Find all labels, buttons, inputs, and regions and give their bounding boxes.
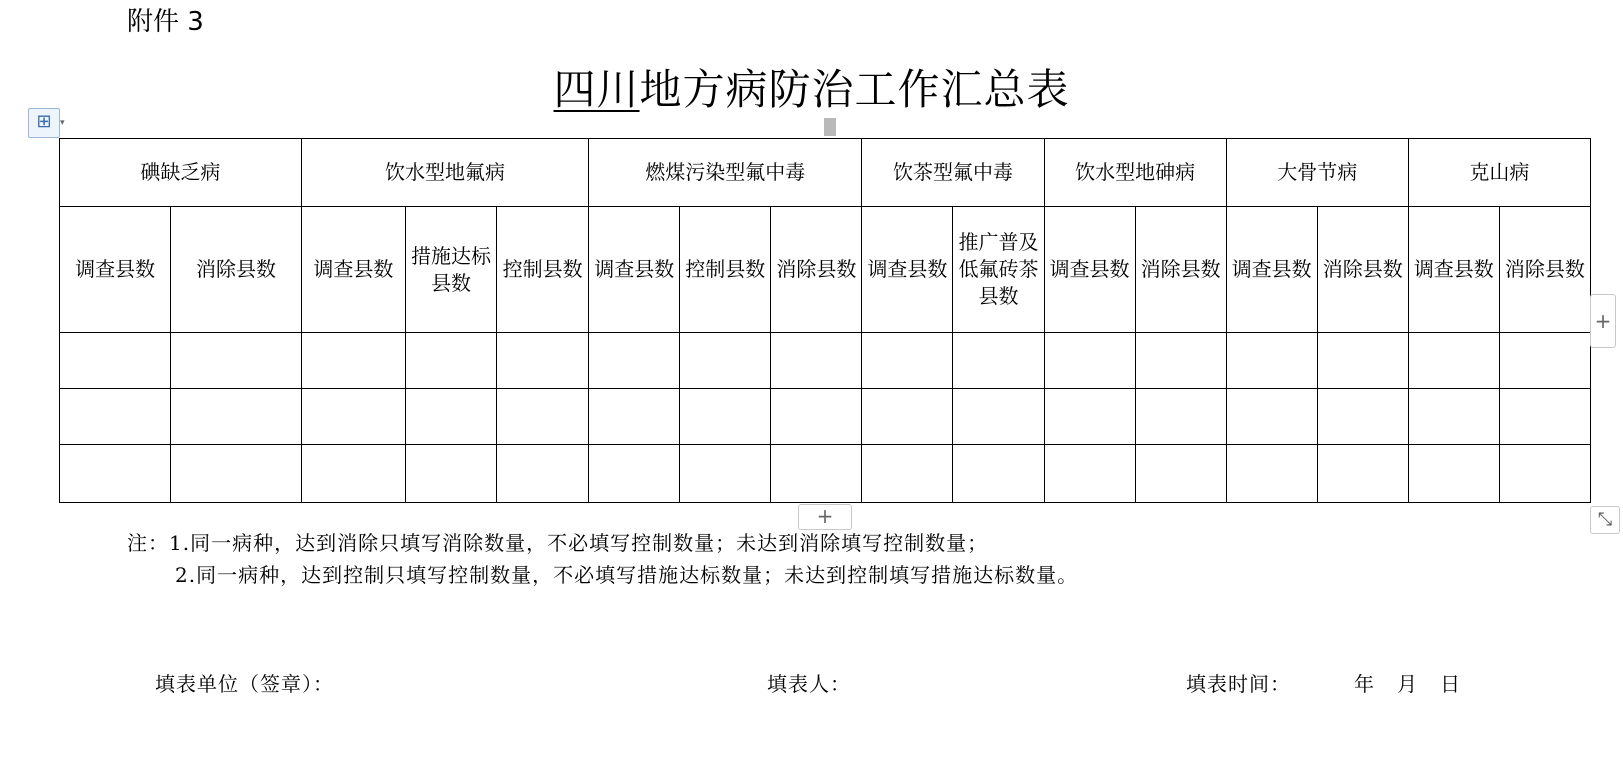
column-header-cell[interactable]: 推广普及低氟砖茶县数 [953, 207, 1044, 333]
date-text: 年 月 日 [1354, 672, 1462, 696]
table-cell[interactable] [771, 389, 862, 445]
column-header-cell[interactable]: 调查县数 [862, 207, 953, 333]
table-cell[interactable] [771, 333, 862, 389]
column-header-cell[interactable]: 控制县数 [497, 207, 589, 333]
table-cell[interactable] [1408, 445, 1499, 503]
table-cell[interactable] [1317, 445, 1408, 503]
table-cell[interactable] [301, 445, 405, 503]
table-cell[interactable] [301, 333, 405, 389]
table-row [60, 333, 1591, 389]
table-body [60, 333, 1591, 503]
group-header-cell[interactable]: 饮茶型氟中毒 [862, 139, 1044, 207]
group-header-cell[interactable]: 饮水型地氟病 [301, 139, 588, 207]
table-cell[interactable] [497, 333, 589, 389]
table-cell[interactable] [60, 445, 171, 503]
table-cell[interactable] [1044, 333, 1135, 389]
table-cell[interactable] [1226, 445, 1317, 503]
column-header-cell[interactable]: 控制县数 [680, 207, 771, 333]
table-cell[interactable] [406, 389, 497, 445]
group-header-cell[interactable]: 饮水型地砷病 [1044, 139, 1226, 207]
title-rest[interactable]: 地方病防治工作汇总表 [639, 65, 1070, 114]
column-header-cell[interactable]: 消除县数 [771, 207, 862, 333]
group-header-cell[interactable]: 碘缺乏病 [60, 139, 302, 207]
note-line-2[interactable]: 2.同一病种，达到控制只填写控制数量，不必填写措施达标数量；未达到控制填写措施达标数量。 [175, 563, 1079, 587]
table-cell[interactable] [1135, 445, 1226, 503]
table-cell[interactable] [953, 445, 1044, 503]
table-cell[interactable] [589, 333, 680, 389]
column-marker[interactable] [824, 118, 836, 136]
table-cell[interactable] [680, 333, 771, 389]
table-cell[interactable] [862, 445, 953, 503]
table-cell[interactable] [60, 389, 171, 445]
column-header-cell[interactable]: 调查县数 [1226, 207, 1317, 333]
table-cell[interactable] [60, 333, 171, 389]
column-header-cell[interactable]: 消除县数 [1135, 207, 1226, 333]
column-header-cell[interactable]: 调查县数 [1408, 207, 1499, 333]
table-cell[interactable] [1226, 333, 1317, 389]
add-column-button[interactable]: + [1590, 294, 1616, 348]
table-row [60, 389, 1591, 445]
table-cell[interactable] [680, 445, 771, 503]
table-cell[interactable] [1499, 389, 1590, 445]
notes-block [127, 527, 1078, 591]
table-cell[interactable] [589, 445, 680, 503]
table-cell[interactable] [1044, 389, 1135, 445]
table-cell[interactable] [171, 445, 302, 503]
group-header-cell[interactable]: 克山病 [1408, 139, 1590, 207]
table-cell[interactable] [497, 389, 589, 445]
table-cell[interactable] [1499, 445, 1590, 503]
time-label: 填表时间： [1186, 672, 1291, 696]
table-cell[interactable] [1226, 389, 1317, 445]
table-cell[interactable] [953, 389, 1044, 445]
note-line-1[interactable]: 注：1.同一病种，达到消除只填写消除数量，不必填写控制数量；未达到消除填写控制数量； [127, 531, 989, 555]
group-header-cell[interactable]: 大骨节病 [1226, 139, 1408, 207]
table-cell[interactable] [1499, 333, 1590, 389]
table-cell[interactable] [771, 445, 862, 503]
table-move-icon[interactable]: ⊞ [28, 108, 60, 138]
table-cell[interactable] [1317, 333, 1408, 389]
table-cell[interactable] [589, 389, 680, 445]
add-row-button[interactable]: + [798, 504, 852, 530]
column-header-cell[interactable]: 调查县数 [1044, 207, 1135, 333]
column-header-cell[interactable]: 消除县数 [1317, 207, 1408, 333]
column-header-cell[interactable]: 消除县数 [171, 207, 302, 333]
table-cell[interactable] [1408, 333, 1499, 389]
summary-table [59, 138, 1591, 503]
table-cell[interactable] [301, 389, 405, 445]
table-cell[interactable] [862, 333, 953, 389]
document-title [0, 58, 1623, 122]
title-underlined-part[interactable]: 四川 [553, 65, 640, 114]
table-cell[interactable] [171, 333, 302, 389]
column-header-cell[interactable]: 调查县数 [589, 207, 680, 333]
table-cell[interactable] [1408, 389, 1499, 445]
chevron-down-icon[interactable]: ▾ [60, 118, 65, 128]
group-header-row [60, 139, 1591, 207]
table-cell[interactable] [497, 445, 589, 503]
column-header-cell[interactable]: 消除县数 [1499, 207, 1590, 333]
table-cell[interactable] [406, 445, 497, 503]
column-header-cell[interactable]: 措施达标县数 [406, 207, 497, 333]
filling-unit-label[interactable]: 填表单位（签章）： [155, 672, 334, 696]
filling-time-label[interactable] [1186, 670, 1461, 698]
filler-label[interactable]: 填表人： [767, 672, 851, 696]
table-cell[interactable] [1044, 445, 1135, 503]
table-row [60, 445, 1591, 503]
table-cell[interactable] [1135, 389, 1226, 445]
group-header-cell[interactable]: 燃煤污染型氟中毒 [589, 139, 862, 207]
resize-icon[interactable]: ⤡ [1590, 506, 1620, 534]
column-header-cell[interactable]: 调查县数 [301, 207, 405, 333]
attachment-label: 附件 3 [127, 7, 204, 37]
table-cell[interactable] [1135, 333, 1226, 389]
table-cell[interactable] [171, 389, 302, 445]
column-header-cell[interactable]: 调查县数 [60, 207, 171, 333]
table-cell[interactable] [862, 389, 953, 445]
table-cell[interactable] [1317, 389, 1408, 445]
column-header-row [60, 207, 1591, 333]
table-cell[interactable] [680, 389, 771, 445]
table-cell[interactable] [406, 333, 497, 389]
table-cell[interactable] [953, 333, 1044, 389]
